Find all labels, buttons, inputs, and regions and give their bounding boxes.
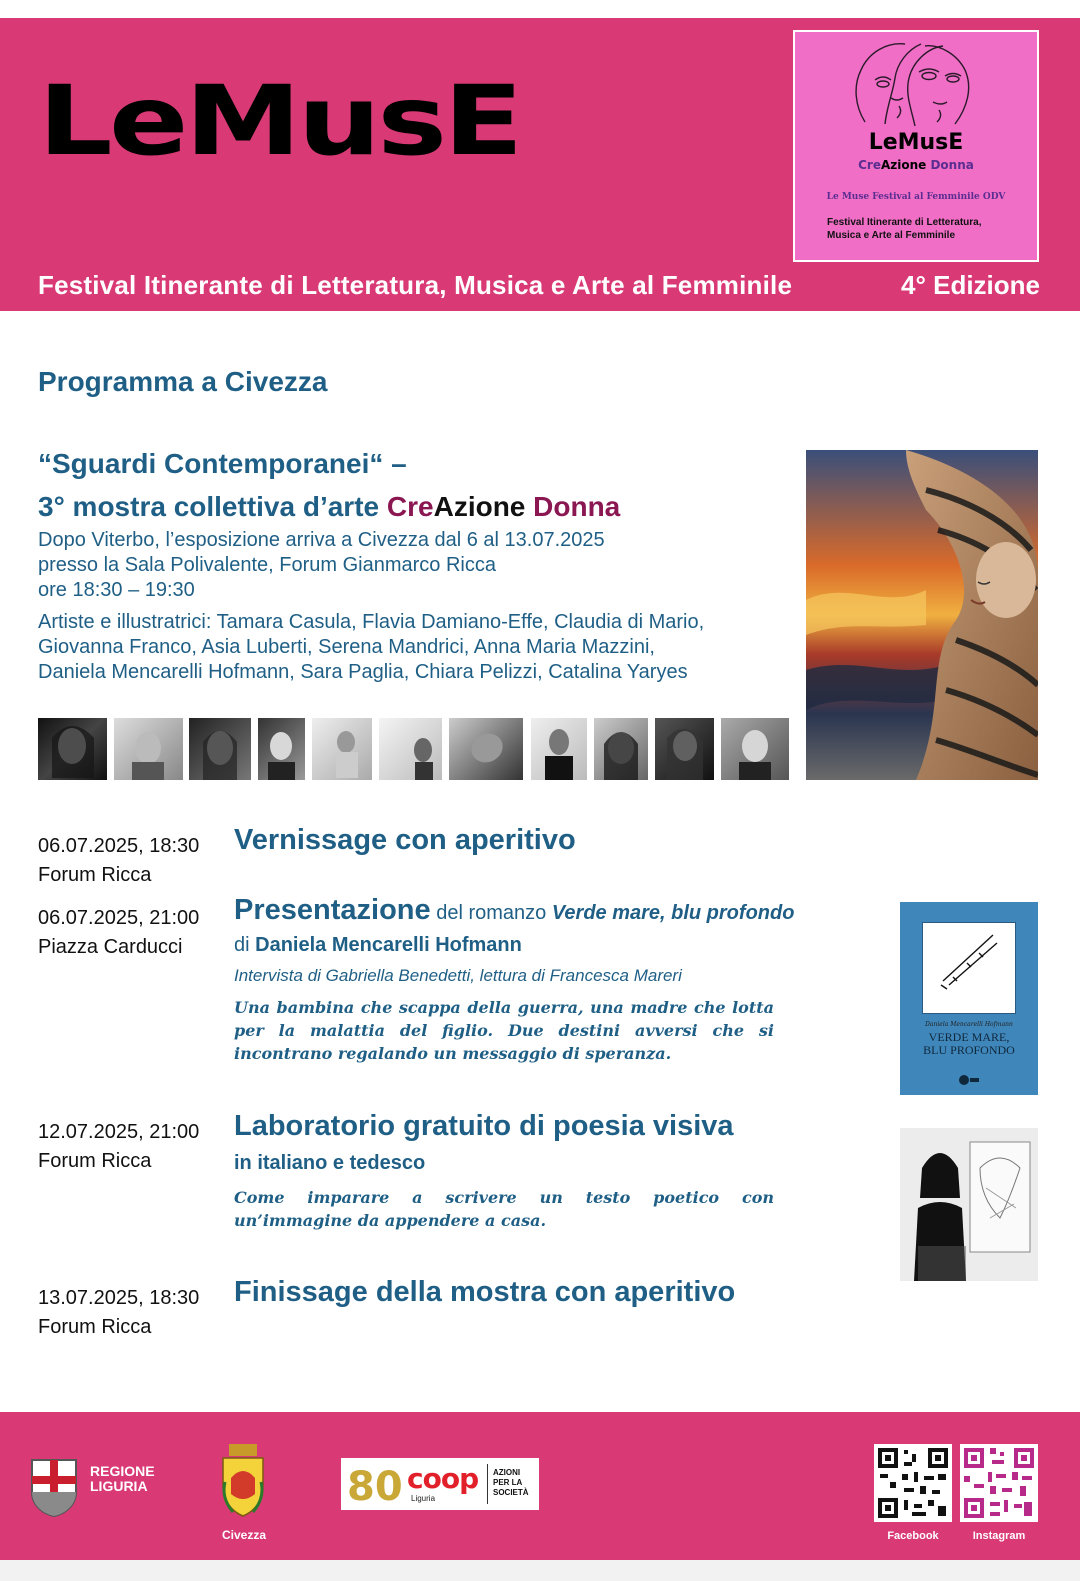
- facebook-label: Facebook: [887, 1530, 939, 1542]
- coop-tag-line: SOCIETÀ: [493, 1488, 529, 1497]
- event-date-place: [38, 1118, 199, 1176]
- logo-subtitle-cre: Cre: [858, 158, 881, 172]
- book-cover-title: [900, 1031, 1038, 1057]
- faces-illustration: [835, 36, 1001, 128]
- anniversary-80-icon: [347, 1462, 407, 1506]
- logo-subtitle-azione: Azione: [880, 158, 927, 172]
- event-place: Forum Ricca: [38, 1316, 152, 1338]
- coop-brand: coop: [407, 1462, 479, 1495]
- artists-line: Giovanna Franco, Asia Luberti, Serena Mandrici, Anna Maria Mazzini,: [38, 636, 655, 658]
- artwork-image: [806, 450, 1038, 780]
- exhibition-hours: ore 18:30 – 19:30: [38, 579, 195, 601]
- logo-subtitle: [795, 158, 1037, 172]
- event-title: Vernissage con aperitivo: [234, 824, 576, 856]
- festival-tagline: Festival Itinerante di Letteratura, Musica e Arte al Femminile: [38, 270, 793, 300]
- artist-portrait: [449, 718, 523, 780]
- artist-portrait: [655, 718, 714, 780]
- book-cover-title-line: BLU PROFONDO: [923, 1043, 1015, 1057]
- event-title: Laboratorio gratuito di poesia visiva: [234, 1110, 734, 1142]
- logo-subtitle-donna: Donna: [926, 158, 974, 172]
- event-date-place: [38, 1284, 199, 1342]
- event-subtitle: in italiano e tedesco: [234, 1152, 426, 1174]
- exhibition-title-line1: “Sguardi Contemporanei“ –: [38, 448, 407, 479]
- exhibition-description: [38, 528, 778, 603]
- event-author: Daniela Mencarelli Hofmann: [255, 934, 522, 956]
- book-cover-drawing: [923, 923, 1015, 1013]
- coop-tag-line: PER LA: [493, 1478, 523, 1487]
- program-title: Programma a Civezza: [38, 366, 328, 397]
- region-line: REGIONE: [90, 1463, 155, 1479]
- artist-portrait: [721, 718, 789, 780]
- artists-line: Daniela Mencarelli Hofmann, Sara Paglia, Chiara Pelizzi, Catalina Yaryes: [38, 661, 688, 683]
- artist-portrait: [114, 718, 183, 780]
- coop-sub: Liguria: [411, 1494, 436, 1503]
- edition-label: 4° Edizione: [901, 270, 1040, 300]
- event-title-suffix: del romanzo: [430, 902, 552, 924]
- event-place: Forum Ricca: [38, 1150, 152, 1172]
- event-date-place: [38, 904, 199, 962]
- event-title: Finissage della mostra con aperitivo: [234, 1276, 736, 1308]
- civezza-label: Civezza: [221, 1528, 267, 1542]
- regione-liguria-label: [90, 1464, 155, 1494]
- event-book-title: Verde mare, blu profondo: [551, 902, 795, 924]
- event-date: 06.07.2025, 18:30: [38, 835, 200, 857]
- regione-liguria-crest-icon: [28, 1456, 80, 1518]
- exhibition-desc-line: Dopo Viterbo, l’esposizione arriva a Civezza dal 6 al 13.07.2025: [38, 529, 605, 551]
- event-place: Forum Ricca: [38, 864, 152, 886]
- exhibition-title-line2: [38, 485, 620, 528]
- exhibition-title-donna: Donna: [525, 491, 621, 522]
- book-cover: [900, 902, 1038, 1095]
- artist-portrait: [38, 718, 107, 780]
- qr-code-icon: [874, 1444, 952, 1522]
- exhibition-title: [38, 442, 620, 528]
- artist-portrait: [258, 718, 305, 780]
- instagram-qr-code[interactable]: [960, 1444, 1038, 1522]
- logo-description: [827, 216, 1027, 242]
- festival-logo: [793, 30, 1039, 262]
- instagram-label: Instagram: [972, 1530, 1026, 1542]
- coop-logo: [341, 1458, 539, 1510]
- book-cover-author: Daniela Mencarelli Hofmann: [925, 1021, 1013, 1028]
- event-date: 06.07.2025, 21:00: [38, 907, 200, 929]
- event-date-place: [38, 832, 199, 890]
- event-author-line: [234, 934, 522, 957]
- workshop-photo: [900, 1128, 1038, 1281]
- event-quote: Una bambina che scappa della guerra, una madre che lotta per la malattia del figlio. Due destini avversi che si incontrano regalando un messaggio di speranza.: [234, 998, 774, 1063]
- artist-portrait: [189, 718, 251, 780]
- event-place: Piazza Carducci: [38, 936, 183, 958]
- event-author-prefix: di: [234, 934, 256, 956]
- logo-desc-line: Festival Itinerante di Letteratura,: [827, 217, 982, 228]
- exhibition-title-azione: Azione: [433, 491, 526, 522]
- event-title: [234, 894, 794, 927]
- exhibition-desc-line: presso la Sala Polivalente, Forum Gianmarco Ricca: [38, 554, 496, 576]
- event-date: 13.07.2025, 18:30: [38, 1287, 200, 1309]
- coop-tag-line: AZIONI: [493, 1468, 521, 1477]
- event-quote: Come imparare a scrivere un testo poetico con un’immagine da appendere a casa.: [234, 1188, 774, 1230]
- artist-portrait: [379, 718, 442, 780]
- coop-divider: [487, 1464, 488, 1504]
- artists-list: [38, 610, 798, 685]
- logo-title: LeMusE: [868, 130, 964, 155]
- artist-portrait: [594, 718, 648, 780]
- exhibition-title-cre: Cre: [386, 491, 434, 522]
- book-cover-title-line: VERDE MARE,: [928, 1030, 1010, 1044]
- event-title-main: Presentazione: [234, 894, 431, 926]
- coop-tagline: [493, 1468, 529, 1498]
- publisher-logo-icon: [958, 1074, 980, 1086]
- region-line: LIGURIA: [90, 1478, 148, 1494]
- brand-title: LeMusE: [38, 65, 520, 177]
- artist-portrait: [531, 718, 587, 780]
- event-interview: Intervista di Gabriella Benedetti, lettura di Francesca Mareri: [234, 966, 682, 985]
- footer-banner: [0, 1412, 1080, 1560]
- book-cover-panel: [922, 922, 1016, 1028]
- qr-code-icon: [960, 1444, 1038, 1522]
- facebook-qr-code[interactable]: [874, 1444, 952, 1522]
- event-date: 12.07.2025, 21:00: [38, 1121, 200, 1143]
- artist-portrait: [312, 718, 372, 780]
- logo-desc-line: Musica e Arte al Femminile: [827, 230, 956, 241]
- header-banner: [0, 18, 1080, 311]
- artists-line: Artiste e illustratrici: Tamara Casula, Flavia Damiano-Effe, Claudia di Mario,: [38, 611, 705, 633]
- logo-odv: Le Muse Festival al Femminile ODV: [826, 192, 1006, 202]
- exhibition-title-text: 3° mostra collettiva d’arte: [38, 491, 387, 522]
- civezza-coat-of-arms-icon: [219, 1442, 267, 1520]
- svg-text:80: 80: [347, 1464, 403, 1506]
